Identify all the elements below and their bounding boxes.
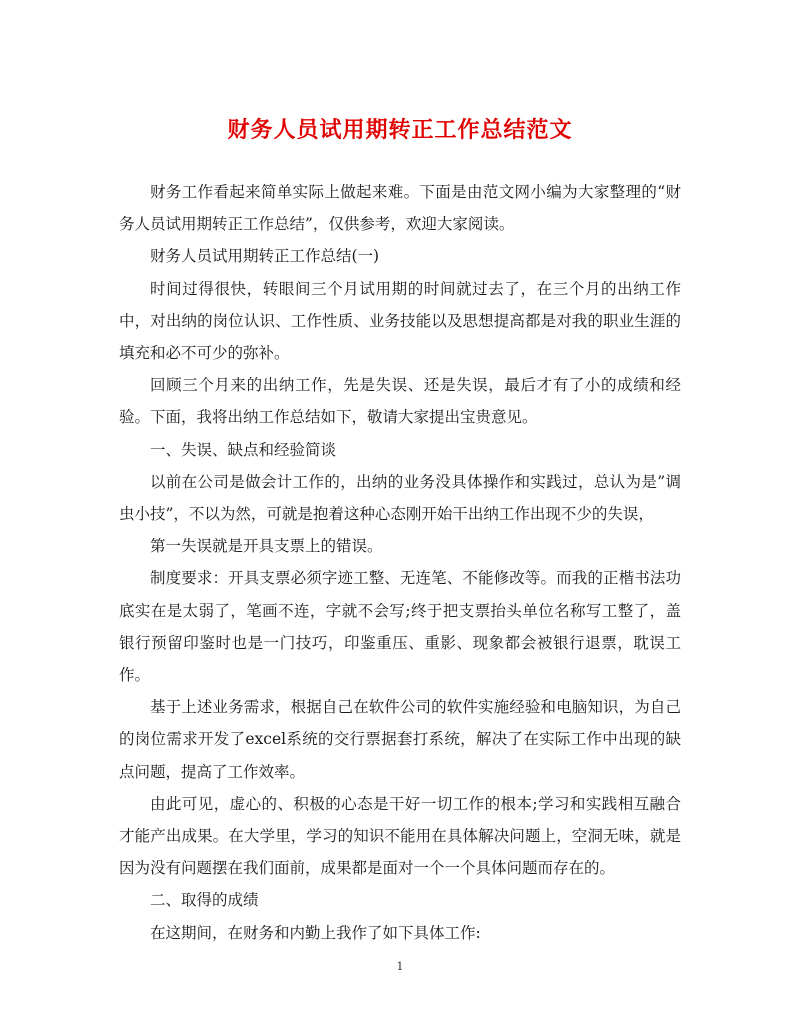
paragraph: 第一失误就是开具支票上的错误。 [150, 537, 383, 556]
document-body [119, 176, 681, 949]
paragraph: 由此可见，虚心的、积极的心态是干好一切工作的根本;学习和实践相互融合才能产出成果。在大学里，学习的知识不能用在具体解决问题上，空洞无味，就是因为没有问题摆在我们面前，成果都是面对一个一个具体问题而存在的。 [119, 794, 681, 878]
paragraph: 在这期间，在财务和内勤上我作了如下具体工作: [150, 923, 481, 942]
paragraph: 基于上述业务需求，根据自己在软件公司的软件实施经验和电脑知识，为自己的岗位需求开发了excel系统的交行票据套打系统，解决了在实际工作中出现的缺点问题，提高了工作效率。 [119, 698, 681, 781]
paragraph: 时间过得很快，转眼间三个月试用期的时间就过去了，在三个月的出纳工作中，对出纳的岗位认识、工作性质、业务技能以及思想提高都是对我的职业生涯的填充和必不可少的弥补。 [119, 279, 681, 363]
paragraph-heading-2: 二、取得的成绩 [150, 891, 259, 910]
paragraph: 制度要求：开具支票必须字迹工整、无连笔、不能修改等。而我的正楷书法功底实在是太弱了，笔画不连，字就不会写;终于把支票抬头单位名称写工整了，盖银行预留印鉴时也是一门技巧，印鉴重压、重影、现象都会被银行退票，耽误工作。 [119, 569, 681, 685]
paragraph: 以前在公司是做会计工作的，出纳的业务没具体操作和实践过，总认为是”调虫小技”，不以为然，可就是抱着这种心态刚开始干出纳工作出现不少的失误， [119, 472, 681, 524]
paragraph-section-heading: 财务人员试用期转正工作总结(一) [150, 247, 380, 266]
document-title: 财务人员试用期转正工作总结范文 [227, 117, 573, 143]
page-number: 1 [396, 960, 404, 973]
paragraph: 回顾三个月来的出纳工作，先是失误、还是失误，最后才有了小的成绩和经验。下面，我将出纳工作总结如下，敬请大家提出宝贵意见。 [119, 376, 681, 427]
paragraph-heading-1: 一、失误、缺点和经验简谈 [150, 440, 337, 459]
paragraph-intro: 财务工作看起来简单实际上做起来难。下面是由范文网小编为大家整理的“财务人员试用期转正工作总结”，仅供参考，欢迎大家阅读。 [119, 183, 681, 234]
